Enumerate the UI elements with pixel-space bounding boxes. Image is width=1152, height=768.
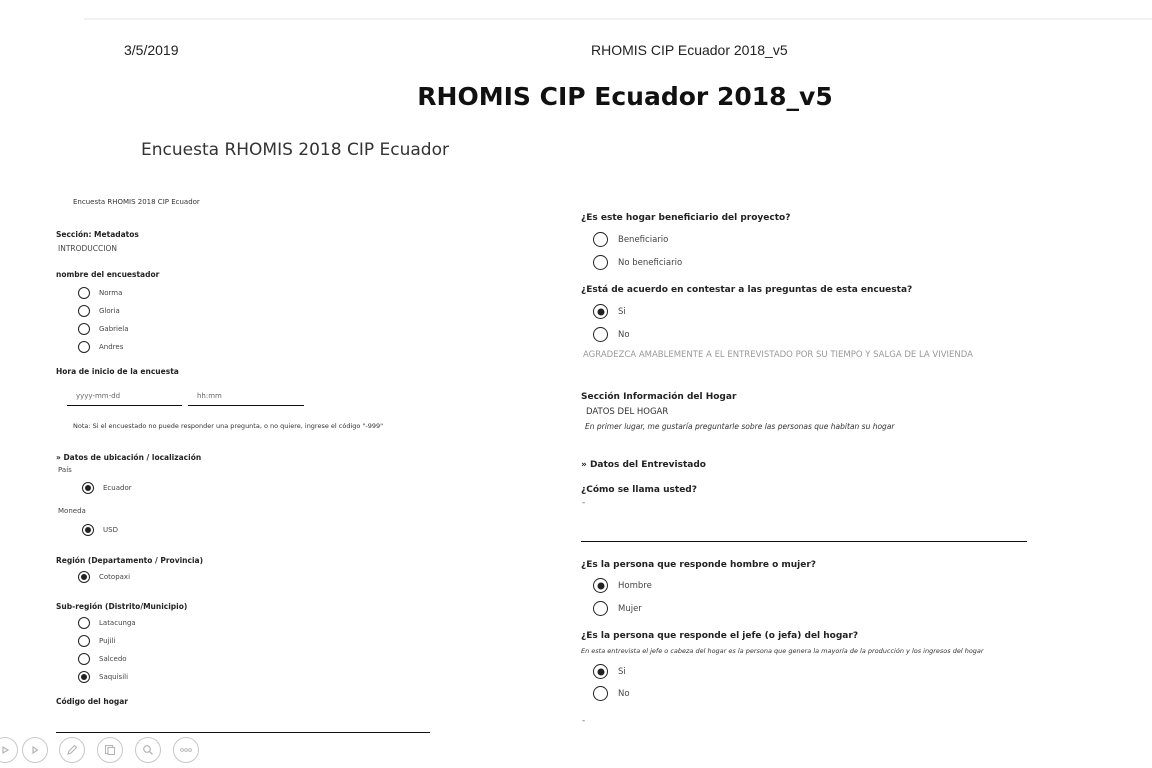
country-label: País bbox=[58, 466, 72, 474]
gender-option-mujer[interactable]: Mujer bbox=[593, 601, 642, 616]
enumerator-option-norma[interactable]: Norma bbox=[78, 287, 122, 299]
start-time-label: Hora de inicio de la encuesta bbox=[56, 367, 179, 376]
print-date: 3/5/2019 bbox=[124, 42, 179, 58]
gender-option-hombre[interactable]: Hombre bbox=[593, 578, 652, 593]
radio-button[interactable] bbox=[78, 635, 90, 647]
region-option-cotopaxi[interactable]: Cotopaxi bbox=[78, 571, 130, 583]
radio-button[interactable] bbox=[593, 686, 608, 701]
radio-button-selected[interactable] bbox=[82, 524, 94, 536]
time-input-line[interactable] bbox=[188, 405, 304, 406]
radio-button-selected[interactable] bbox=[82, 482, 94, 494]
household-code-input-line[interactable] bbox=[56, 732, 430, 733]
radio-button[interactable] bbox=[78, 341, 90, 353]
radio-button[interactable] bbox=[593, 327, 608, 342]
location-header: » Datos de ubicación / localización bbox=[56, 453, 202, 462]
date-input-line[interactable] bbox=[67, 405, 182, 406]
currency-option-usd[interactable]: USD bbox=[82, 524, 118, 536]
radio-button-selected[interactable] bbox=[593, 578, 608, 593]
trailing-dash: - bbox=[582, 716, 586, 726]
print-doc-name: RHOMIS CIP Ecuador 2018_v5 bbox=[591, 42, 788, 58]
subregion-option-salcedo[interactable]: Salcedo bbox=[78, 653, 127, 665]
beneficiary-question: ¿Es este hogar beneficiario del proyecto? bbox=[581, 213, 791, 223]
date-placeholder: yyyy-mm-dd bbox=[76, 392, 121, 400]
page-top-border bbox=[84, 18, 1152, 20]
time-placeholder: hh:mm bbox=[197, 392, 222, 400]
section-label-metadata: Sección: Metadatos bbox=[56, 230, 139, 239]
zoom-icon[interactable] bbox=[135, 737, 161, 763]
country-option-ecuador[interactable]: Ecuador bbox=[82, 482, 132, 494]
document-title: RHOMIS CIP Ecuador 2018_v5 bbox=[417, 82, 833, 111]
head-option-no[interactable]: No bbox=[593, 686, 630, 701]
radio-button-selected[interactable] bbox=[78, 671, 90, 683]
name-value: - bbox=[582, 498, 586, 508]
play-circle-icon[interactable] bbox=[0, 737, 18, 763]
radio-button[interactable] bbox=[593, 255, 608, 270]
pen-icon[interactable] bbox=[59, 737, 85, 763]
consent-option-no[interactable]: No bbox=[593, 327, 630, 342]
radio-button[interactable] bbox=[78, 305, 90, 317]
region-label: Región (Departamento / Provincia) bbox=[56, 556, 204, 565]
form-title: Encuesta RHOMIS 2018 CIP Ecuador bbox=[73, 198, 200, 206]
consent-question: ¿Está de acuerdo en contestar a las preguntas de esta encuesta? bbox=[581, 285, 913, 295]
section-text-intro: INTRODUCCION bbox=[58, 244, 117, 253]
radio-button[interactable] bbox=[78, 323, 90, 335]
name-input-line[interactable] bbox=[581, 541, 1027, 542]
more-icon[interactable] bbox=[173, 737, 199, 763]
name-question: ¿Cómo se llama usted? bbox=[581, 485, 697, 495]
enumerator-label: nombre del encuestador bbox=[56, 270, 160, 279]
note-text: Nota: Si el encuestado no puede responder una pregunta, o no quiere, ingrese el código "-999" bbox=[73, 422, 384, 430]
radio-button[interactable] bbox=[593, 232, 608, 247]
enumerator-option-gloria[interactable]: Gloria bbox=[78, 305, 120, 317]
subregion-option-pujili[interactable]: Pujili bbox=[78, 635, 115, 647]
subregion-option-saquisili[interactable]: Saquisili bbox=[78, 671, 128, 683]
enumerator-option-gabriela[interactable]: Gabriela bbox=[78, 323, 129, 335]
subregion-label: Sub-región (Distrito/Municipio) bbox=[56, 602, 188, 611]
consent-option-si[interactable]: Si bbox=[593, 304, 626, 319]
radio-button[interactable] bbox=[78, 617, 90, 629]
radio-button[interactable] bbox=[593, 601, 608, 616]
beneficiary-option-no[interactable]: No beneficiario bbox=[593, 255, 682, 270]
head-hint: En esta entrevista el jefe o cabeza del hogar es la persona que genera la mayoría de la producción y los ingresos del hogar bbox=[581, 647, 984, 655]
household-code-label: Código del hogar bbox=[56, 697, 128, 706]
radio-button[interactable] bbox=[78, 653, 90, 665]
beneficiary-option-yes[interactable]: Beneficiario bbox=[593, 232, 668, 247]
household-section-text: DATOS DEL HOGAR bbox=[586, 407, 669, 417]
survey-subtitle: Encuesta RHOMIS 2018 CIP Ecuador bbox=[141, 140, 449, 160]
next-icon[interactable] bbox=[22, 737, 48, 763]
radio-button-selected[interactable] bbox=[593, 664, 608, 679]
household-section-label: Sección Información del Hogar bbox=[581, 392, 737, 402]
currency-label: Moneda bbox=[58, 507, 86, 515]
head-option-si[interactable]: Si bbox=[593, 664, 626, 679]
pages-icon[interactable] bbox=[97, 737, 123, 763]
household-section-hint: En primer lugar, me gustaría preguntarle sobre las personas que habitan su hogar bbox=[585, 422, 895, 431]
gender-question: ¿Es la persona que responde hombre o mujer? bbox=[581, 560, 817, 570]
consent-note: AGRADEZCA AMABLEMENTE A EL ENTREVISTADO POR SU TIEMPO Y SALGA DE LA VIVIENDA bbox=[583, 350, 973, 360]
interviewee-header: » Datos del Entrevistado bbox=[581, 460, 706, 470]
radio-button-selected[interactable] bbox=[593, 304, 608, 319]
enumerator-option-andres[interactable]: Andres bbox=[78, 341, 123, 353]
radio-button[interactable] bbox=[78, 287, 90, 299]
radio-button-selected[interactable] bbox=[78, 571, 90, 583]
head-question: ¿Es la persona que responde el jefe (o jefa) del hogar? bbox=[581, 631, 859, 641]
subregion-option-latacunga[interactable]: Latacunga bbox=[78, 617, 136, 629]
